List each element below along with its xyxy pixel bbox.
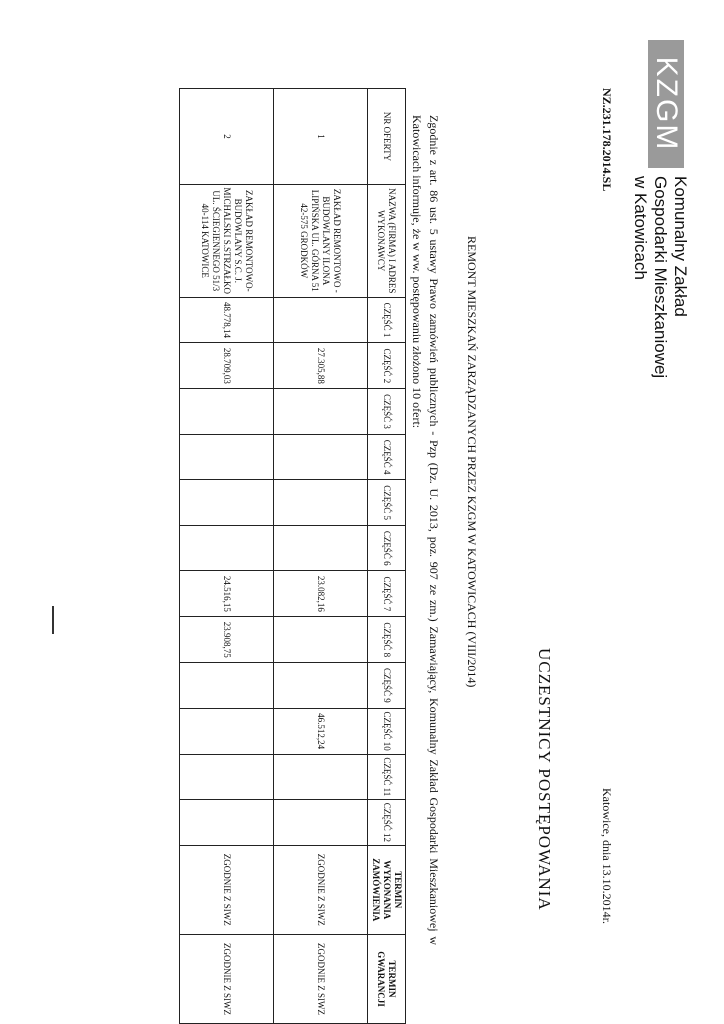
header-part-8: CZĘŚĆ 8 [368, 617, 406, 663]
contractor-name: ZAKŁAD REMONTOWO-BUDOWLANY S.C. J. MICHALSKI S.STRZAŁKO UL. ŚCIEGIENNEGO 51/3 40-114 KATOWICE [180, 185, 274, 298]
part-4-price [180, 434, 274, 480]
logo-line-1: Komunalny Zakład [671, 176, 690, 317]
part-6-price [180, 525, 274, 571]
offers-table [179, 88, 406, 1024]
kzgm-logo [648, 40, 684, 168]
completion-term: ZGODNIE Z SIWZ [180, 845, 274, 934]
logo-mark: KZGM [650, 56, 683, 152]
pen-mark [52, 606, 54, 634]
part-3-price [180, 389, 274, 435]
part-12-price [274, 800, 368, 846]
header-offer-number: NR OFERTY [368, 89, 406, 185]
part-1-price: 48.778,14 [180, 297, 274, 343]
logo-line-2: Gospodarki Mieszkaniowej [651, 176, 670, 379]
part-2-price: 27.305,88 [274, 343, 368, 389]
part-7-price: 23.082,16 [274, 571, 368, 617]
part-9-price [180, 663, 274, 709]
header-part-7: CZĘŚĆ 7 [368, 571, 406, 617]
part-11-price [274, 754, 368, 800]
header-part-11: CZĘŚĆ 11 [368, 754, 406, 800]
header-part-5: CZĘŚĆ 5 [368, 480, 406, 526]
header-completion-term: TERMIN WYKONANIA ZAMÓWIENIA [368, 845, 406, 934]
header-part-10: CZĘŚĆ 10 [368, 708, 406, 754]
reference-number: NZ.231.178.2014.SL [600, 88, 614, 192]
part-8-price: 23.908,75 [180, 617, 274, 663]
logo-organization-name [630, 176, 690, 378]
part-1-price [274, 297, 368, 343]
completion-term: ZGODNIE Z SIWZ [274, 845, 368, 934]
warranty-term: ZGODNIE Z SIWZ [274, 934, 368, 1023]
header-part-9: CZĘŚĆ 9 [368, 663, 406, 709]
table-row [274, 89, 368, 1024]
header-part-1: CZĘŚĆ 1 [368, 297, 406, 343]
warranty-term: ZGODNIE Z SIWZ [180, 934, 274, 1023]
part-10-price [180, 708, 274, 754]
header-part-12: CZĘŚĆ 12 [368, 800, 406, 846]
part-8-price [274, 617, 368, 663]
part-3-price [274, 389, 368, 435]
part-5-price [274, 480, 368, 526]
header-part-3: CZĘŚĆ 3 [368, 389, 406, 435]
header-part-4: CZĘŚĆ 4 [368, 434, 406, 480]
offer-number: 1 [274, 89, 368, 185]
part-7-price: 24.516,15 [180, 571, 274, 617]
table-header-row [368, 89, 406, 1024]
header-contractor-name: NAZWA (FIRMA) I ADRES WYKONAWCY [368, 185, 406, 298]
contractor-name: ZAKŁAD REMONTOWO - BUDOWLANY ILONA LIPIŃSKA UL. GÓRNA 51 42-575 GRODKÓW [274, 185, 368, 298]
part-12-price [180, 800, 274, 846]
part-10-price: 46.512,24 [274, 708, 368, 754]
header-part-2: CZĘŚĆ 2 [368, 343, 406, 389]
part-11-price [180, 754, 274, 800]
intro-paragraph: Zgodnie z art. 86 ust. 5 ustawy Prawo zamówień publicznych - Pzp (Dz. U. 2013, poz. 907 ze zm.) Zamawiający, Komunalny Zakład Gospodarki Mieszkaniowej w Katowicach informuje, że w ww. postępowaniu złożono 10 ofert: [410, 115, 441, 945]
part-4-price [274, 434, 368, 480]
header-warranty-term: TERMIN GWARANCJI [368, 934, 406, 1023]
part-9-price [274, 663, 368, 709]
logo-line-3: w Katowicach [631, 176, 650, 280]
tender-subject: REMONT MIESZKAŃ ZARZĄDZANYCH PRZEZ KZGM W KATOWICACH (VIII/2014) [465, 236, 479, 688]
document-date: Katowice, dnia 13.10.2014r. [600, 788, 614, 924]
table-row [180, 89, 274, 1024]
header-part-6: CZĘŚĆ 6 [368, 525, 406, 571]
part-5-price [180, 480, 274, 526]
offer-number: 2 [180, 89, 274, 185]
document-title: UCZESTNICY POSTĘPOWANIA [535, 648, 554, 911]
part-6-price [274, 525, 368, 571]
part-2-price: 28.709,03 [180, 343, 274, 389]
